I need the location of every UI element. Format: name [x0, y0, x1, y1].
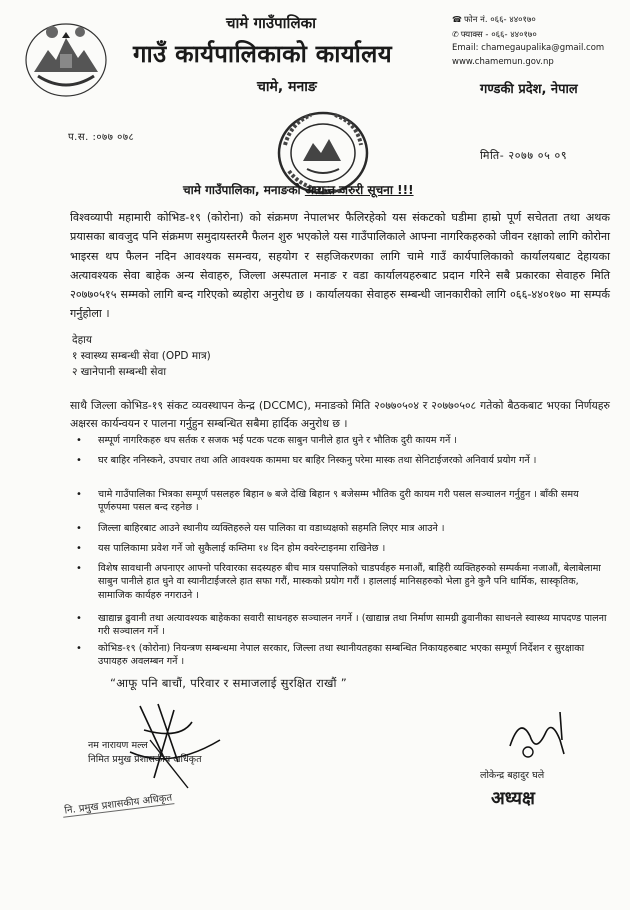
service-item: २ खानेपानी सम्बन्धी सेवा	[72, 366, 167, 378]
slogan: “आफू पनि बाचौं, परिवार र समाजलाई सुरक्षित राखौं ”	[110, 676, 347, 690]
contact-block	[452, 13, 622, 69]
phone-icon: ☎	[452, 15, 462, 24]
right-signatory-name: लोकेन्द्र बहादुर घले	[480, 770, 545, 781]
reference-number: प.स. :०७७ ०७८	[68, 132, 135, 143]
left-signatory-stamp: नि. प्रमुख प्रशासकीय अधिकृत	[62, 789, 175, 818]
bullet-icon: •	[76, 643, 82, 654]
phone-line: ☎ फोन नं. ०६६- ४४०१७०	[452, 15, 536, 25]
bullet-icon: •	[76, 523, 82, 534]
notice-title	[183, 181, 414, 198]
bullet-icon: •	[76, 489, 82, 500]
fax-line: ✆ फ्याक्स - ०६६- ४४०१७०	[452, 29, 537, 40]
notice-title-part-a: चामे गाउँपालिका, मनाङको	[183, 183, 301, 197]
notice-body: विश्वव्यापी महामारी कोभिड-१९ (कोरोना) को संक्रमण नेपालभर फैलिरहेको यस संकटको घडीमा हाम्रो पूर्ण सचेतता तथा अथक प्रयासका बावजुद पनि संक्रमण समुदायस्तरमै फैलन शुरु भएकोले यस गाउँपालिकाले आफ्ना नागरिकहरुको जीवन रक्षाको लागि कोरोना भाइरस थप फैलन नदिन आवश्यक समन्वय, सहयोग र सहजिकरणका लागि चामे गाउँ कार्यपालिकाको कार्यालयबाट देहायका अत्यावश्यक सेवा बाहेक अन्य सेवाहरु, जिल्ला अस्पताल मनाङ र वडा कार्यालयहरुबाट प्रदान गरिने सबै प्रकारका सेवाहरु मिति २०७७०५१५ सम्मको लागि बन्द गरिएको ब्यहोरा अनुरोध छ । कार्यालयका सेवाहरु सम्बन्धी जानकारीको लागि ०६६-४४०१७० मा सम्पर्क गर्नुहोला ।	[70, 211, 610, 321]
office-location: चामे, मनाङ	[257, 79, 317, 95]
bullet-icon: •	[76, 455, 82, 466]
left-signatory-name: नम नारायण मल्ल	[88, 740, 148, 751]
left-signatory-role: निमित प्रमुख प्रशासकीय अधिकृत	[88, 754, 202, 765]
bullet-icon: •	[76, 613, 82, 624]
service-item: १ स्वास्थ्य सम्बन्धी सेवा (OPD मात्र)	[72, 350, 211, 362]
bullet-icon: •	[76, 543, 82, 554]
right-signatory-role: अध्यक्ष	[491, 788, 535, 809]
email-line: Email: chamegaupalika@gmail.com	[452, 43, 605, 53]
website-line: www.chamemun.gov.np	[452, 56, 554, 67]
municipality-name: चामे गाउँपालिका	[226, 14, 317, 32]
office-name: गाउँ कार्यपालिकाको कार्यालय	[133, 40, 392, 68]
province-label: गण्डकी प्रदेश, नेपाल	[480, 82, 578, 97]
notice-title-part-b: अत्यन्त जरुरी सूचना !!!	[304, 183, 414, 197]
bullet-icon: •	[76, 435, 82, 446]
fax-icon: ✆	[452, 29, 459, 39]
bullet-icon: •	[76, 563, 82, 574]
notice-page: चामे गाउँपालिका गाउँ कार्यपालिकाको कार्यालय चामे, मनाङ ☎ फोन नं. ०६६- ४४०१७० ✆ फ्याक्स - ०६६- ४४०१७० Email: chamegaupalika@gmail.com www.chamemun.gov.np गण्डकी प्रदेश, नेपाल प.स. :०७७ ०७८ मिति- २०७७ ०५ ०९ चामे गाउँपालिका, मनाङको अत्यन्त जरुरी सूचना !!! विश्वव्यापी महामारी कोभिड-१९ (कोरोना) को संक्रमण नेपालभर फैलिरहेको यस संकटको घडीमा हाम्रो पूर्ण सचेतता तथा अथक प्रयासका बावजुद पनि संक्रमण समुदायस्तरमै फैलन शुरु भएकोले यस गाउँपालिकाले आफ्ना नागरिकहरुको जीवन रक्षाको लागि कोरोना भाइरस थप फैलन नदिन आवश्यक समन्वय, सहयोग र सहजिकरणका लागि चामे गाउँ कार्यपालिकाको कार्यालयबाट देहायका अत्यावश्यक सेवा बाहेक अन्य सेवाहरु, जिल्ला अस्पताल मनाङ र वडा कार्यालयहरुबाट प्रदान गरिने सबै प्रकारका सेवाहरु मिति २०७७०५१५ सम्मको लागि बन्द गरिएको ब्यहोरा अनुरोध छ । कार्यालयका सेवाहरु सम्बन्धी जानकारीको लागि ०६६-४४०१७० मा सम्पर्क गर्नुहोला । देहाय १ स्वास्थ्य सम्बन्धी सेवा (OPD मात्र) २ खानेपानी सम्बन्धी सेवा साथै जिल्ला कोभिड-१९ संकट व्यवस्थापन केन्द्र (DCCMC), मनाङको मिति २०७७०५०४ र २०७७०५०८ गतेको बैठकबाट भएका निर्णयहरु अक्षरस कार्यन्वयन र पालना गर्नुहुन सम्बन्धित सबैमा हार्दिक अनुरोध छ । • सम्पूर्ण नागरिकहरु थप सर्तक र सजक भई पटक पटक साबुन पानीले हात धुने र भौतिक दुरी कायम गर्ने । • घर बाहिर ननिस्कने, उपचार तथा अति आवश्यक काममा घर बाहिर निस्कनु परेमा मास्क तथा सेनिटाईजरको अनिवार्य प्रयोग गर्ने । • चामे गाउँपालिका भित्रका सम्पूर्ण पसलहरु बिहान ७ बजे देखि बिहान ९ बजेसम्म भौतिक दुरी कायम गरी पसल सञ्चालन गर्नुहुन । बाँकी समय पूर्णरुपमा पसल बन्द रहनेछ । • जिल्ला बाहिरबाट आउने स्थानीय व्यक्तिहरुले यस पालिका वा वडाध्यक्षको सहमति लिएर मात्र आउने । • यस पालिकामा प्रवेश गर्ने जो सुकैलाई कम्तिमा १४ दिन होम क्वरेन्टाइनमा राखिनेछ । • विशेष सावधानी अपनाएर आफ्नो परिवारका सदस्यहरु बीच मात्र यसपालिको चाडपर्वहरु मनाऔं, बाहिरी व्यक्तिहरुको सम्पर्कमा नजाऔं, बेलाबेलामा साबुन पानीले हात धुने वा स्यानीटाईजरले हात सफा गरौं, मास्कको प्रयोग गरौं । हाललाई मानिसहरुको भेला हुने कुनै पनि धार्मिक, सास्कृतिक, सामाजिक कार्यहरु नगराउने । • खाद्यान्न ढुवानी तथा अत्यावश्यक बाहेकका सवारी साधनहरु सञ्चालन नगर्ने । (खाद्यान्न तथा निर्माण सामग्री ढुवानीका साधनले स्वास्थ्य मापदण्ड पालना गरी सञ्चालन गर्ने । • कोभिड-१९ (कोरोना) नियन्त्रण सम्बन्धमा नेपाल सरकार, जिल्ला तथा स्थानीयतहका सम्बन्धित निकायहरुबाट भएका सम्पूर्ण निर्देशन र सुरक्षाका उपायहरु अवलम्बन गर्ने । “आफू पनि बाचौं, परिवार र समाजलाई सुरक्षित राखौं ” नम नारायण मल्ल निमित प्रमुख प्रशासकीय अधिकृत नि. प्रमुख प्रशासकीय अधिकृत लोकेन्द्र बहादुर घले अध्यक्ष	[0, 0, 630, 910]
dccmc-paragraph: साथै जिल्ला कोभिड-१९ संकट व्यवस्थापन केन्द्र (DCCMC), मनाङको मिति २०७७०५०४ र २०७७०५०८ गतेको बैठकबाट भएका निर्णयहरु अक्षरस कार्यन्वयन र पालना गर्नुहुन सम्बन्धित सबैमा हार्दिक अनुरोध छ ।	[70, 399, 610, 430]
services-list	[72, 332, 211, 380]
services-heading: देहाय	[72, 334, 92, 346]
right-signature-icon	[490, 706, 600, 766]
notice-date: मिति- २०७७ ०५ ०९	[480, 149, 568, 162]
nepal-emblem-icon	[22, 14, 110, 100]
